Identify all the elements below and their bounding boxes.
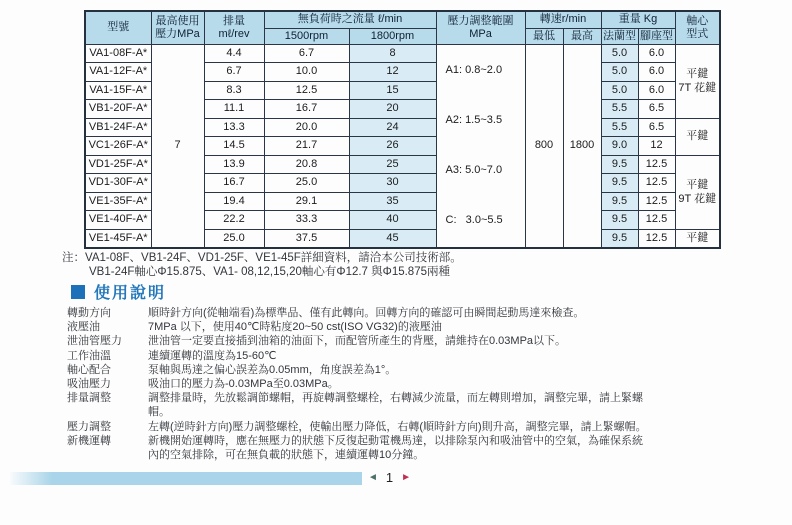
model-cell: VB1-24F-A* bbox=[85, 118, 151, 137]
flow-1500-cell: 20.0 bbox=[264, 118, 349, 137]
pressure-range-a2: A2: 1.5~3.5 bbox=[445, 114, 503, 127]
flow-1500-cell: 10.0 bbox=[264, 63, 349, 82]
pressure-range-a3: A3: 5.0~7.0 bbox=[445, 164, 503, 177]
displacement-cell: 8.3 bbox=[204, 81, 264, 100]
flow-1800-cell: 15 bbox=[349, 81, 436, 100]
weight-flange-cell: 5.0 bbox=[601, 44, 638, 63]
weight-foot-cell: 12.5 bbox=[638, 211, 675, 230]
weight-foot-cell: 6.0 bbox=[638, 44, 675, 63]
displacement-line1: 排量 bbox=[223, 15, 245, 28]
usage-term: 壓力調整 bbox=[67, 420, 111, 433]
col-header-max-pressure bbox=[151, 11, 204, 44]
col-header-1500rpm: 1500rpm bbox=[264, 28, 349, 44]
speed-min-cell: 800 bbox=[525, 44, 563, 248]
shaft-type-text: 平鍵 bbox=[686, 130, 709, 143]
displacement-cell: 6.7 bbox=[204, 63, 264, 82]
flow-1500-cell: 33.3 bbox=[264, 211, 349, 230]
pressure-range-cell bbox=[436, 44, 525, 248]
flow-1800-cell: 30 bbox=[349, 174, 436, 193]
weight-foot-cell: 12.5 bbox=[638, 174, 675, 193]
weight-flange-cell: 9.5 bbox=[601, 229, 638, 248]
shaft-type-text: 平鍵 bbox=[686, 178, 709, 191]
model-cell: VA1-08F-A* bbox=[85, 44, 151, 63]
usage-term: 工作油溫 bbox=[67, 349, 111, 362]
col-header-flow-group: 無負荷時之流量 ℓ/min bbox=[264, 11, 436, 28]
weight-flange-cell: 5.0 bbox=[601, 81, 638, 100]
flow-1500-cell: 6.7 bbox=[264, 44, 349, 63]
usage-term: 吸油壓力 bbox=[67, 378, 111, 391]
usage-description: 左轉(逆時針方向)壓力調整螺栓，使輸出壓力降低，右轉(順時針方向)則升高，調整完畢，請上緊螺帽。 bbox=[148, 420, 647, 433]
footer-accent-bar bbox=[10, 472, 362, 485]
weight-flange-cell: 9.5 bbox=[601, 192, 638, 211]
usage-description: 泄油管一定要直接插到油箱的油面下，而配管所產生的背壓，請維持在0.03MPa以下。 bbox=[148, 335, 567, 348]
model-cell: VE1-45F-A* bbox=[85, 229, 151, 248]
weight-foot-cell: 6.5 bbox=[638, 100, 675, 119]
pressure-range-c: C: 3.0~5.5 bbox=[445, 214, 503, 227]
usage-description: 新機開始運轉時，應在無壓力的狀態下反復起動電機馬達，以排除泵內和吸油管中的空氣，為確保系統內的空氣排除，可在無負載的狀態下，連續運轉10分鐘。 bbox=[148, 434, 643, 462]
flow-1800-cell: 40 bbox=[349, 211, 436, 230]
model-cell: VE1-35F-A* bbox=[85, 192, 151, 211]
table-row bbox=[85, 44, 720, 63]
weight-foot-cell: 6.5 bbox=[638, 118, 675, 137]
weight-flange-cell: 9.0 bbox=[601, 137, 638, 156]
col-header-shaft-type bbox=[675, 11, 720, 44]
list-item bbox=[67, 434, 737, 462]
usage-term: 轉動方向 bbox=[67, 307, 111, 319]
flow-1500-cell: 25.0 bbox=[264, 174, 349, 193]
col-header-model: 型號 bbox=[85, 11, 151, 44]
list-item bbox=[67, 334, 737, 348]
weight-flange-cell: 9.5 bbox=[601, 174, 638, 193]
list-item bbox=[67, 377, 737, 391]
shaft-type-text: 平鍵 bbox=[686, 231, 709, 244]
pressure-range-line1: 壓力調整範圍 bbox=[447, 15, 514, 28]
shaft-type-cell bbox=[675, 229, 720, 248]
weight-foot-cell: 12.5 bbox=[638, 229, 675, 248]
shaft-type-text: 9T 花鍵 bbox=[678, 193, 717, 205]
flow-1800-cell: 24 bbox=[349, 118, 436, 137]
model-cell: VD1-30F-A* bbox=[85, 174, 151, 193]
weight-foot-cell: 6.0 bbox=[638, 81, 675, 100]
flow-1800-cell: 35 bbox=[349, 192, 436, 211]
list-item bbox=[67, 320, 737, 334]
model-cell: VE1-40F-A* bbox=[85, 211, 151, 230]
list-item bbox=[67, 420, 737, 434]
shaft-type-cell bbox=[675, 155, 720, 229]
displacement-cell: 11.1 bbox=[204, 100, 264, 119]
shaft-type-line2: 型式 bbox=[686, 27, 709, 40]
flow-1500-cell: 21.7 bbox=[264, 137, 349, 156]
footnotes bbox=[62, 251, 462, 279]
weight-flange-cell: 9.5 bbox=[601, 211, 638, 230]
usage-description: 調整排量時，先放鬆調節螺帽，再旋轉調整螺栓，右轉減少流量，而左轉則增加，調整完畢，請上緊螺帽。 bbox=[148, 392, 643, 419]
displacement-cell: 14.5 bbox=[204, 137, 264, 156]
displacement-cell: 25.0 bbox=[204, 229, 264, 248]
spec-table-section bbox=[84, 10, 721, 249]
usage-term: 液壓油 bbox=[67, 321, 100, 334]
flow-1800-cell: 20 bbox=[349, 100, 436, 119]
previous-page-arrow-icon[interactable]: ◄ bbox=[368, 472, 378, 483]
usage-term: 排量調整 bbox=[67, 392, 111, 405]
col-header-1800rpm: 1800rpm bbox=[349, 28, 436, 44]
list-item bbox=[67, 391, 737, 419]
flow-1500-cell: 12.5 bbox=[264, 81, 349, 100]
usage-description: 連續運轉的溫度為15-60℃ bbox=[148, 349, 277, 362]
col-header-weight-group: 重量 Kg bbox=[601, 11, 675, 28]
blue-square-bullet-icon bbox=[71, 285, 85, 299]
flow-1500-cell: 29.1 bbox=[264, 192, 349, 211]
usage-section-header bbox=[71, 280, 166, 303]
model-cell: VA1-12F-A* bbox=[85, 63, 151, 82]
shaft-type-text: 平鍵 bbox=[686, 67, 709, 80]
list-item bbox=[67, 349, 737, 363]
weight-flange-cell: 5.0 bbox=[601, 63, 638, 82]
col-header-speed-max: 最高 bbox=[563, 28, 601, 44]
shaft-type-cell bbox=[675, 44, 720, 118]
shaft-type-text: 7T 花鍵 bbox=[678, 82, 717, 94]
usage-description: 吸油口的壓力為-0.03MPa至0.03MPa。 bbox=[148, 378, 339, 391]
shaft-type-cell bbox=[675, 118, 720, 155]
col-header-weight-foot: 腳座型 bbox=[638, 28, 675, 44]
displacement-cell: 22.2 bbox=[204, 211, 264, 230]
shaft-type-line1: 軸心 bbox=[686, 15, 709, 28]
displacement-cell: 19.4 bbox=[204, 192, 264, 211]
max-pressure-line2: 壓力MPa bbox=[155, 27, 200, 40]
weight-flange-cell: 9.5 bbox=[601, 155, 638, 174]
usage-term: 軸心配合 bbox=[67, 363, 111, 376]
displacement-cell: 13.3 bbox=[204, 118, 264, 137]
col-header-pressure-range bbox=[436, 11, 525, 44]
max-pressure-line1: 最高使用 bbox=[155, 15, 200, 28]
displacement-cell: 4.4 bbox=[204, 44, 264, 63]
displacement-line2: mℓ/rev bbox=[218, 27, 250, 40]
footnote-line2: VB1-24F軸心Φ15.875、VA1- 08,12,15,20軸心有Φ12.7 與Φ15.875兩種 bbox=[89, 266, 450, 278]
usage-term: 泄油管壓力 bbox=[67, 335, 122, 348]
pressure-range-a1: A1: 0.8~2.0 bbox=[445, 64, 503, 77]
usage-term: 新機運轉 bbox=[67, 434, 111, 447]
list-item bbox=[67, 363, 737, 377]
pressure-range-list bbox=[437, 46, 525, 246]
model-cell: VB1-20F-A* bbox=[85, 100, 151, 119]
col-header-speed-group: 轉速r/min bbox=[525, 11, 601, 28]
list-item bbox=[67, 306, 737, 320]
weight-foot-cell: 6.0 bbox=[638, 63, 675, 82]
weight-flange-cell: 5.5 bbox=[601, 118, 638, 137]
flow-1500-cell: 16.7 bbox=[264, 100, 349, 119]
displacement-cell: 13.9 bbox=[204, 155, 264, 174]
pump-spec-table bbox=[84, 10, 721, 249]
footnote-line1: 注：VA1-08F、VB1-24F、VD1-25F、VE1-45F詳細資料，請洽本公司技術部。 bbox=[62, 252, 462, 264]
usage-description: 泵軸與馬達之偏心誤差為0.05mm，角度誤差為1°。 bbox=[148, 363, 397, 376]
next-page-arrow-icon[interactable]: ► bbox=[401, 472, 412, 483]
page-navigation bbox=[368, 469, 411, 487]
flow-1800-cell: 25 bbox=[349, 155, 436, 174]
usage-instructions-list bbox=[67, 306, 737, 462]
flow-1500-cell: 20.8 bbox=[264, 155, 349, 174]
flow-1800-cell: 26 bbox=[349, 137, 436, 156]
weight-flange-cell: 5.5 bbox=[601, 100, 638, 119]
weight-foot-cell: 12 bbox=[638, 137, 675, 156]
speed-max-cell: 1800 bbox=[563, 44, 601, 248]
page-number: 1 bbox=[385, 470, 394, 485]
col-header-speed-min: 最低 bbox=[525, 28, 563, 44]
flow-1800-cell: 8 bbox=[349, 44, 436, 63]
usage-description: 順時針方向(從軸端看)為標準品、僅有此轉向。回轉方向的確認可由瞬間起動馬達來檢查。 bbox=[148, 307, 585, 319]
max-pressure-cell: 7 bbox=[151, 44, 204, 248]
pressure-range-line2: MPa bbox=[469, 27, 492, 40]
model-cell: VC1-26F-A* bbox=[85, 137, 151, 156]
model-cell: VD1-25F-A* bbox=[85, 155, 151, 174]
usage-section-title: 使用說明 bbox=[94, 285, 167, 302]
flow-1800-cell: 12 bbox=[349, 63, 436, 82]
usage-description: 7MPa 以下，使用40℃時粘度20~50 cst(ISO VG32)的液壓油 bbox=[148, 321, 442, 334]
weight-foot-cell: 12.5 bbox=[638, 155, 675, 174]
model-cell: VA1-15F-A* bbox=[85, 81, 151, 100]
displacement-cell: 16.7 bbox=[204, 174, 264, 193]
weight-foot-cell: 12.5 bbox=[638, 192, 675, 211]
col-header-displacement bbox=[204, 11, 264, 44]
flow-1500-cell: 37.5 bbox=[264, 229, 349, 248]
col-header-weight-flange: 法蘭型 bbox=[601, 28, 638, 44]
flow-1800-cell: 45 bbox=[349, 229, 436, 248]
